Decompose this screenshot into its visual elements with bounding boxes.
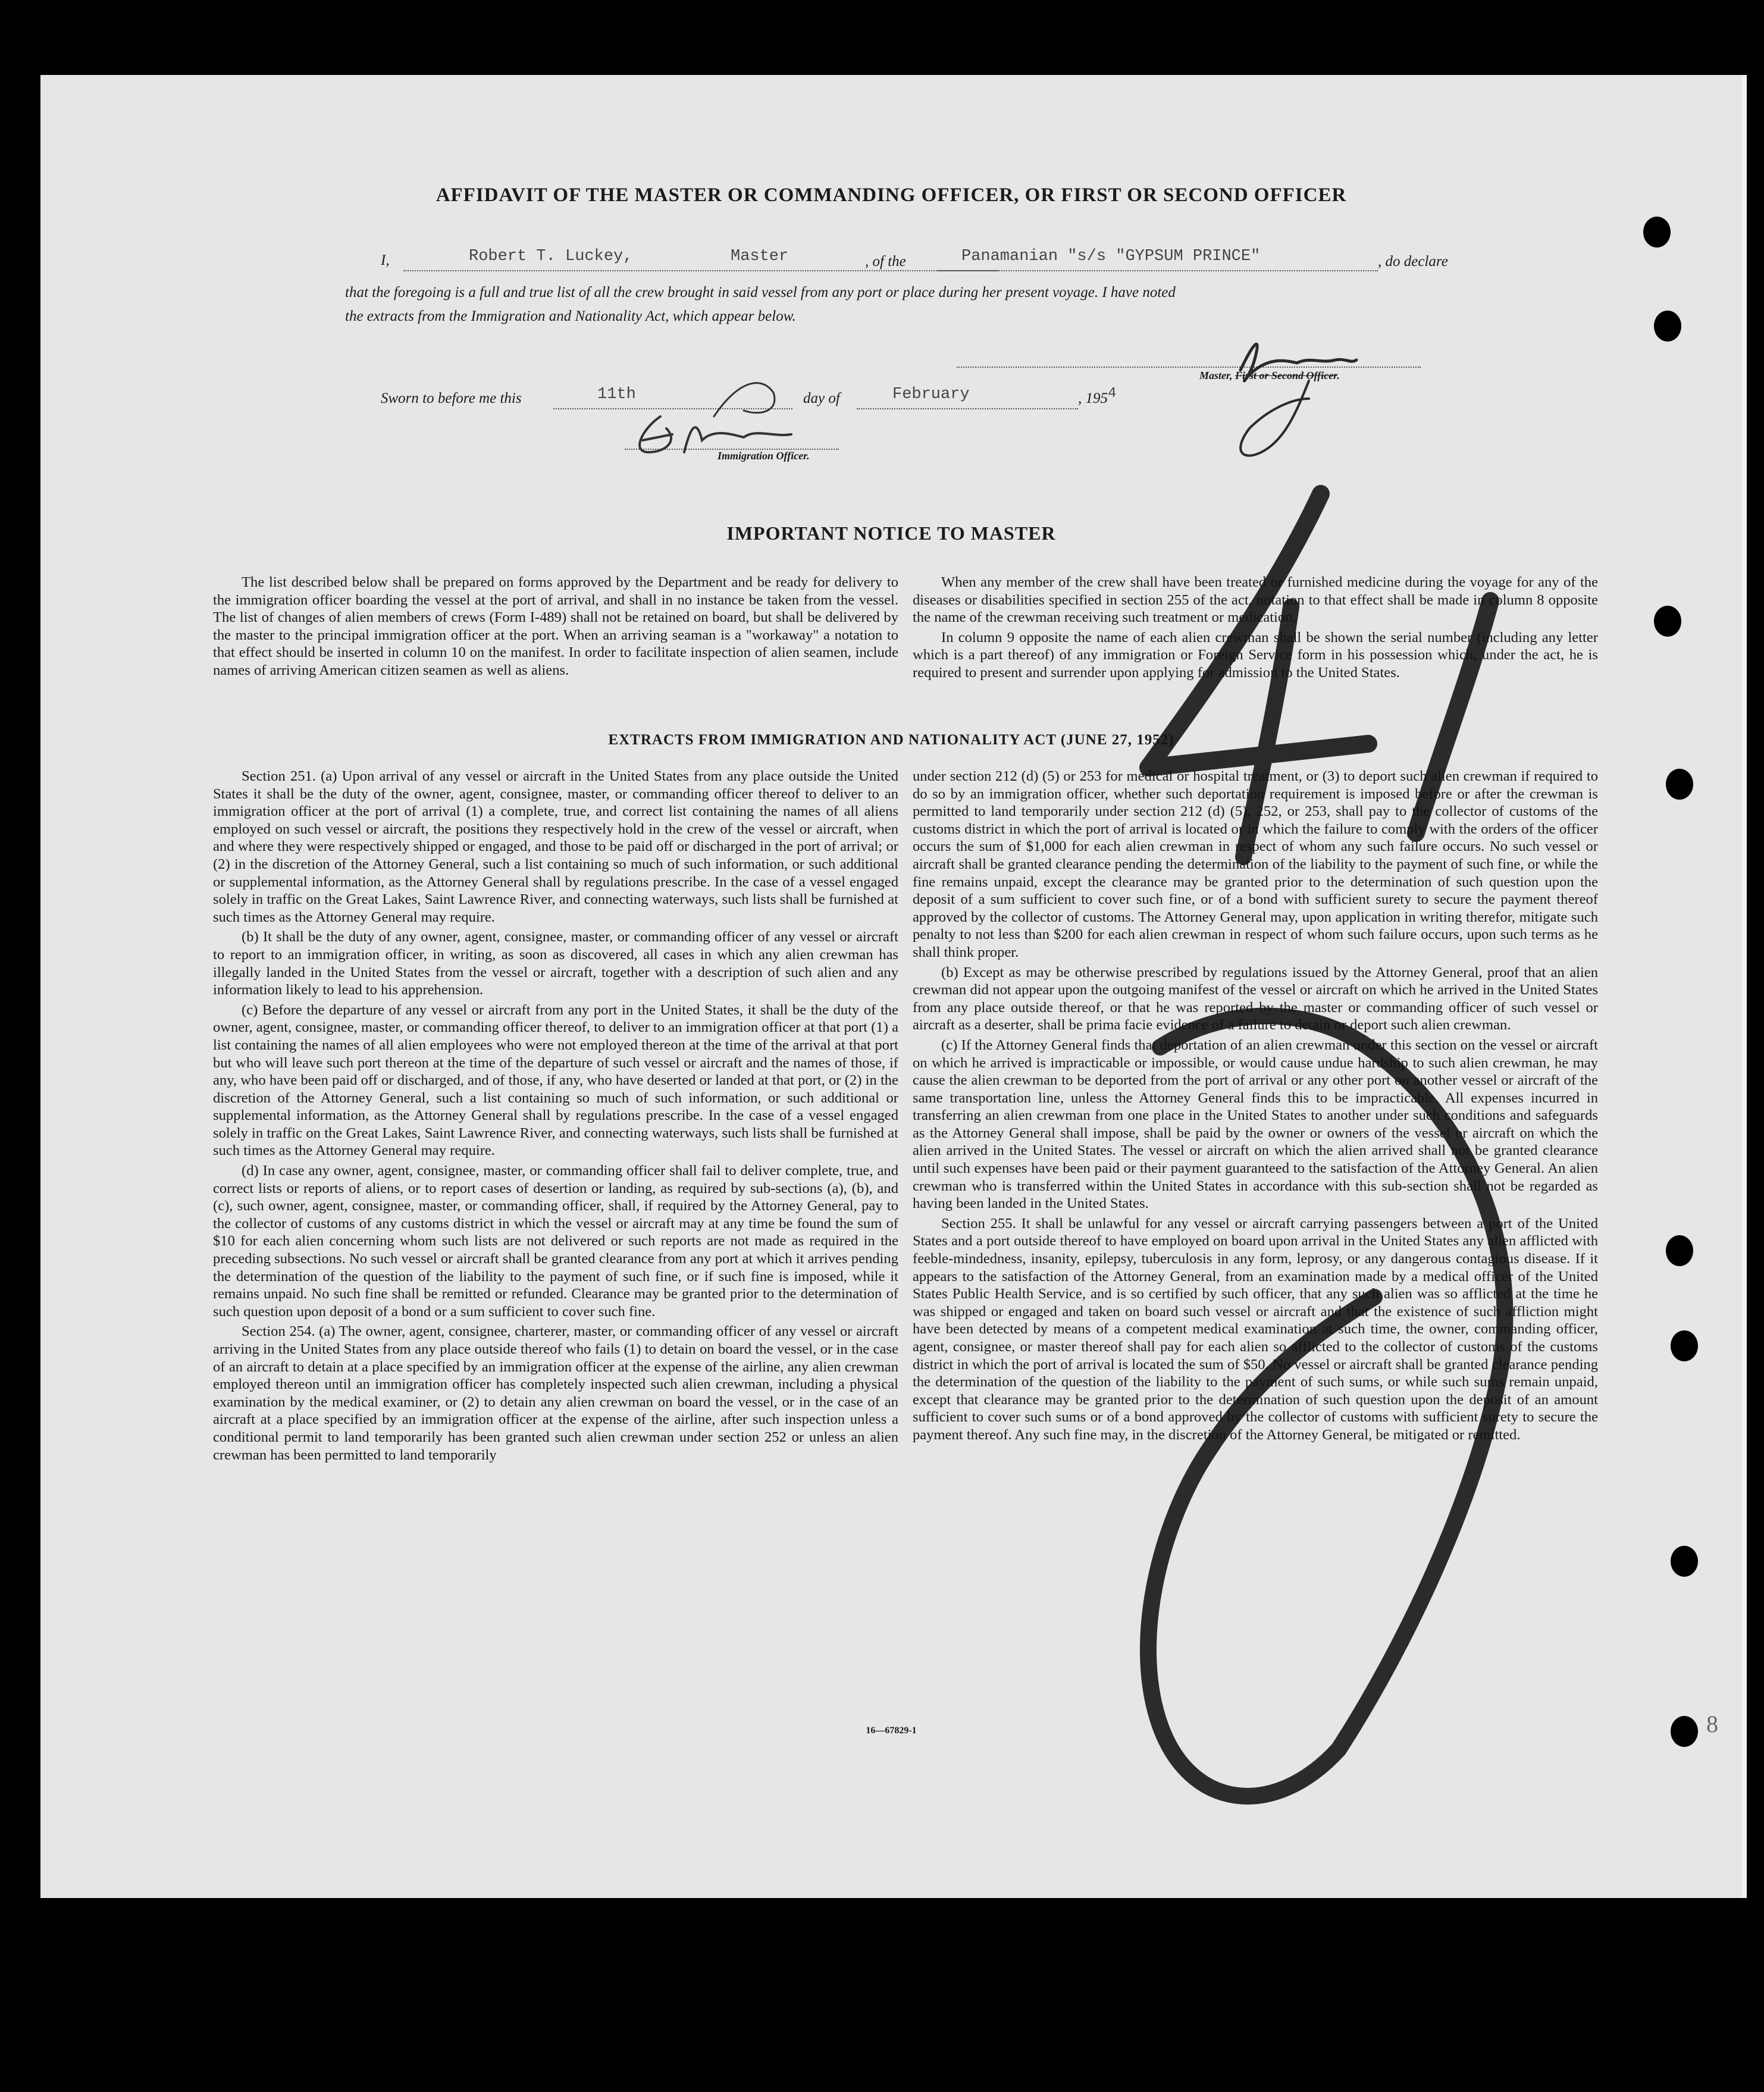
declarant-name: Robert T. Luckey, [469,248,633,265]
punch-hole [1643,217,1671,248]
extracts-title: EXTRACTS FROM IMMIGRATION AND NATIONALITY ACT (JUNE 27, 1952) [608,732,1174,748]
document-page [40,75,1747,1898]
punch-hole [1666,769,1693,800]
day-of-label: day of [803,390,840,406]
form-number: 16—67829-1 [866,1725,917,1736]
affidavit-body-line1: that the foregoing is a full and true list of all the crew brought in said vessel from any port or place during her present voyage. I have noted [345,284,1176,300]
notice-right: When any member of the crew shall have been treated or furnished medicine during the voyage for any of the diseases or disabilities specified in section 255 of the act, notation to that effect shall be made in column 8 opposite the name of the crewman receiving such treatment or medication. In column 9 opposite the name of each alien crewman shall be shown the serial number (including any letter which is a part thereof) of any immigration or Foreign Service form in his possession which, under the act, he is required to present and surrender upon applying for admission to the United States. [913,574,1598,681]
declarant-rank: Master [731,248,789,265]
punch-hole [1671,1546,1698,1577]
affidavit-body-line2: the extracts from the Immigration and Nationality Act, which appear below. [345,308,796,324]
punch-hole [1654,311,1681,342]
sworn-label: Sworn to before me this [381,390,522,406]
affidavit-title: AFFIDAVIT OF THE MASTER OR COMMANDING OFFICER, OR FIRST OR SECOND OFFICER [435,184,1347,206]
sworn-day-dotline [553,388,792,409]
officer-signature-line [625,428,839,450]
extracts-left-column: Section 251. (a) Upon arrival of any vessel or aircraft in the United States from any place outside the United States it shall be the duty of the owner, agent, consignee, master, or commanding officer thereof to deliver to an immigration officer at the port of arrival (1) a complete, true, and correct list containing the names of all aliens employed on such vessel or aircraft, the positions they respectively hold in the crew of the vessel or aircraft, when and where they were respectively shipped or engaged, and those to be paid off or discharged in the port of arrival; or (2) in the discretion of the Attorney General, such a list containing so much of such information, or such additional or supplemental information, as the Attorney General shall by regulations prescribe. In the case of a vessel engaged solely in traffic on the Great Lakes, Saint Lawrence River, and connecting waterways, such lists shall be furnished at such times as the Attorney General may require. (b) It shall be the duty of any owner, agent, consignee, master, or commanding officer of any vessel or aircraft to report to an immigration officer, in writing, as soon as discovered, all cases in which any alien crewman has illegally landed in the United States from the vessel or aircraft, together with a description of such alien and any information likely to lead to his apprehension. (c) Before the departure of any vessel or aircraft from any port in the United States, it shall be the duty of the owner, agent, consignee, master, or commanding officer thereof, to deliver to an immigration officer at that port (1) a list containing the names of all alien employees who were not employed thereon at the time of the arrival at that port but who will leave such port thereon at the time of the departure of such vessel or aircraft and the names of those, if any, who have been paid off or discharged, and of those, if any, who have deserted or landed at that port, or (2) in the discretion of the Attorney General, such a list containing so much of such information, or such additional or supplemental information, as the Attorney General shall by regulations prescribe. In the case of a vessel engaged solely in traffic on the Great Lakes, Saint Lawrence River, and connecting waterways, such lists shall be furnished at such times as the Attorney General may require. (d) In case any owner, agent, consignee, master, or commanding officer shall fail to deliver complete, true, and correct lists or reports of aliens, or to report cases of desertion or landing, as required by sub-sections (a), (b), and (c), such owner, agent, consignee, master, or commanding officer, shall, if required by the Attorney General, pay to the collector of customs of any customs district in which the vessel or aircraft may at any time be found the sum of $10 for each alien concerning whom such lists are not delivered or such reports are not made as required in the preceding subsections. No such vessel or aircraft shall be granted clearance from any port at which it arrives pending the determination of the question of the liability to the payment of such fine, or if such fine is imposed, while it remains unpaid. No such fine shall be remitted or refunded. Clearance may be granted prior to the determination of such question upon deposit of a bond or a sum sufficient to cover such fine. Section 254. (a) The owner, agent, consignee, charterer, master, or commanding officer of any vessel or aircraft arriving in the United States from any place outside thereof who fails (1) to detain on board the vessel, or in the case of an aircraft to detain at a place specified by an immigration officer at the expense of the airline, any alien crewman employed thereon until an immigration officer has completely inspected such alien crewman, including a physical examination by the medical examiner, or (2) to detain any alien crewman on board the vessel, or in the case of an aircraft at a place specified by an immigration officer at the expense of the airline, after such inspection unless a conditional permit to land temporarily has been granted such alien crewman under section 252 or unless an alien crewman has been permitted to land temporarily [213,768,898,1463]
sworn-day: 11th [597,386,636,403]
master-caption: Master, First or Second Officer. [1199,369,1340,381]
do-declare-label: , do declare [1378,253,1448,270]
punch-hole [1666,1235,1693,1266]
extracts-right-column: under section 212 (d) (5) or 253 for medical or hospital treatment, or (3) to deport such alien crewman if required to do so by an immigration officer, whether such deportation requirement is imposed before or after the crewman is permitted to land temporarily under section 212 (d) (5), 252, or 253, shall pay to the collector of customs of the customs district in which the port of arrival is located or in which the failure to comply with the orders of the officer occurs the sum of $1,000 for each alien crewman in respect of whom any such failure occurs. No such vessel or aircraft shall be granted clearance pending the determination of the liability to the payment of such fine, or while the fine remains unpaid, except the clearance may be granted prior to the determination of such question upon the deposit of a sum sufficient to cover such fine, or of a bond with sufficient surety to secure the payment thereof approved by the collector of customs. The Attorney General may, upon application in writing therefor, mitigate such penalty to not less than $200 for each alien crewman in respect of whom such failure occurs, upon such terms as he shall think proper. (b) Except as may be otherwise prescribed by regulations issued by the Attorney General, proof that an alien crewman did not appear upon the outgoing manifest of the vessel or aircraft on which he arrived in the United States from any place outside thereof, or that he was reported by the master or commanding officer of such vessel or aircraft as a deserter, shall be prima facie evidence of a failure to detain or deport such alien crewman. (c) If the Attorney General finds that deportation of an alien crewman under this section on the vessel or aircraft on which he arrived is impracticable or impossible, or would cause undue hardship to such alien crewman, he may cause the alien crewman to be deported from the port of arrival or any other port on another vessel or aircraft of the same transportation line, unless the Attorney General finds this to be impracticable. All expenses incurred in transferring an alien crewman from one place in the United States to another under such conditions and safeguards as the Attorney General shall impose, shall be paid by the owner or owners of the vessel or aircraft on which the alien arrived in the United States. The vessel or aircraft on which the alien arrived shall not be granted clearance until such expenses have been paid or their payment guaranteed to the satisfaction of the Attorney General. An alien crewman who is transferred within the United States in accordance with this sub-section shall not be regarded as having been landed in the United States. Section 255. It shall be unlawful for any vessel or aircraft carrying passengers between a port of the United States and a port outside thereof to have employed on board upon arrival in the United States any alien afflicted with feeble-mindedness, insanity, epilepsy, tuberculosis in any form, leprosy, or any dangerous contagious disease. If it appears to the satisfaction of the Attorney General, from an examination made by a medical officer of the United States Public Health Service, and is so certified by such officer, that any such alien was so afflicted at the time he was shipped or engaged and taken on board such vessel or aircraft and that the existence of such affliction might have been detected by means of a competent medical examination at such time, the owner, commanding officer, agent, consignee, or master thereof shall pay for each alien so afflicted to the collector of customs of the customs district in which the port of arrival is located the sum of $50. No vessel or aircraft shall be granted clearance pending the determination of the question of the liability to the payment of such sums, or while such sums remain unpaid, except that clearance may be granted prior to the determination of such question upon the deposit of an amount sufficient to cover such sums or of a bond approved by the collector of customs with sufficient surety to secure the payment thereof. Any such fine may, in the discretion of the Attorney General, be mitigated or remitted. [913,768,1598,1443]
master-signature-line [957,346,1421,368]
notice-title: IMPORTANT NOTICE TO MASTER [726,522,1056,544]
punch-hole [1671,1716,1698,1747]
punch-hole [1671,1330,1698,1361]
notice-left: The list described below shall be prepared on forms approved by the Department and be ready for delivery to the immigration officer boarding the vessel at the port of arrival, and shall in no instance be taken from the vessel. The list of changes of alien members of crews (Form I-489) shall not be retained on board, but shall be delivered by the master to the principal immigration officer at the port. When an arriving seaman is a "workaway" a notation to that effect should be inserted in column 10 on the manifest. In order to facilitate inspection of alien seamen, include names of arriving American citizen seamen as well as aliens. [213,574,898,678]
sworn-month: February [892,386,970,403]
immigration-officer-caption: Immigration Officer. [717,450,810,462]
affidavit-pronoun: I, [381,252,390,268]
corner-mark: 8 [1706,1711,1718,1737]
sworn-year: , 1954 [1078,386,1117,406]
vessel-name: Panamanian "s/s "GYPSUM PRINCE" [961,248,1261,265]
punch-hole [1654,606,1681,637]
of-the-label: , of the [865,253,906,270]
